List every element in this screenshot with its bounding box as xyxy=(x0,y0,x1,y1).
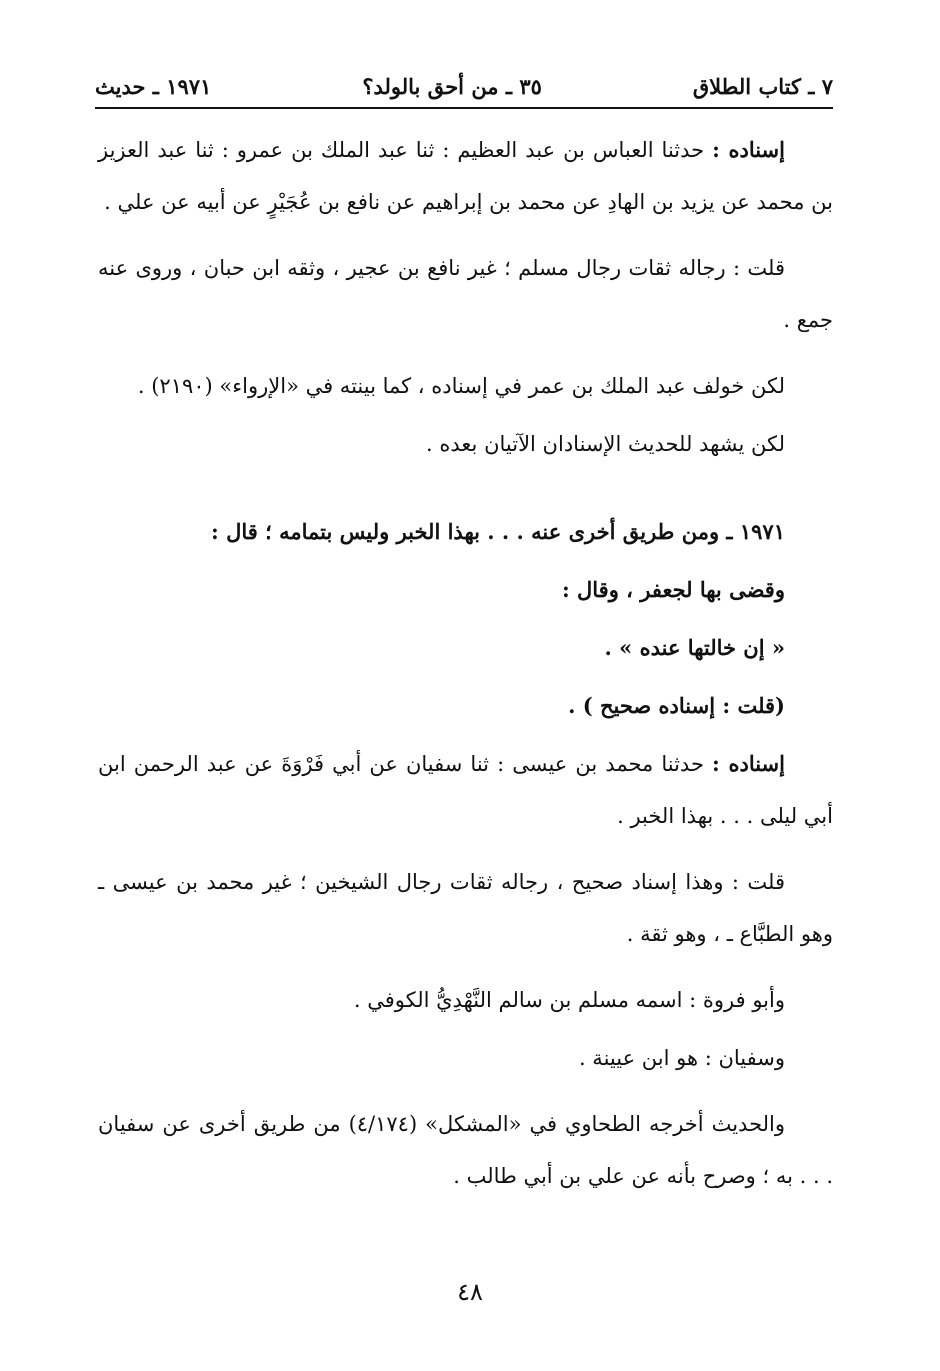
paragraph xyxy=(98,360,833,412)
page-body xyxy=(98,124,833,1216)
paragraph-text: لكن خولف عبد الملك بن عمر في إسناده ، كما بينته في «الإرواء» (٢١٩٠) . xyxy=(137,374,785,398)
paragraph xyxy=(98,1098,833,1202)
paragraph-lead: إسناده : xyxy=(712,751,785,776)
header-chapter: ٧ ـ كتاب الطلاق xyxy=(692,73,833,99)
page-number: ٤٨ xyxy=(457,1278,483,1306)
header-hadith-number: ١٩٧١ ـ حديث xyxy=(95,73,212,99)
paragraph xyxy=(98,856,833,960)
paragraph xyxy=(98,242,833,346)
paragraph xyxy=(98,124,833,228)
paragraph-lead: (قلت : إسناده صحيح ) . xyxy=(568,693,785,718)
paragraph-text: قلت : وهذا إسناد صحيح ، رجاله ثقات رجال الشيخين ؛ غير محمد بن عيسى ـ وهو الطبَّاع ـ ، وهو ثقة . xyxy=(98,870,833,946)
hadith-quote xyxy=(98,622,833,674)
paragraph-lead: وقضى بها لجعفر ، وقال : xyxy=(561,577,785,602)
header-rule xyxy=(95,107,833,109)
paragraph xyxy=(98,1032,833,1084)
paragraph xyxy=(98,738,833,842)
hadith-grading xyxy=(98,680,833,732)
paragraph-lead: ١٩٧١ ـ ومن طريق أخرى عنه . . . بهذا الخبر وليس بتمامه ؛ قال : xyxy=(211,519,785,544)
hadith-heading xyxy=(98,506,833,558)
paragraph-text: لكن يشهد للحديث الإسنادان الآتيان بعده . xyxy=(426,432,785,456)
paragraph-text: حدثنا العباس بن عبد العظيم : ثنا عبد الملك بن عمرو : ثنا عبد العزيز بن محمد عن يزيد بن الهادِ عن محمد بن إبراهيم عن نافع بن عُجَيْرٍ عن أبيه عن علي . xyxy=(98,138,833,214)
header-section: ٣٥ ـ من أحق بالولد؟ xyxy=(362,73,542,99)
paragraph xyxy=(98,974,833,1026)
paragraph-text: والحديث أخرجه الطحاوي في «المشكل» (٤/١٧٤) من طريق أخرى عن سفيان . . . به ؛ وصرح بأنه عن علي بن أبي طالب . xyxy=(98,1112,833,1188)
paragraph-text: حدثنا محمد بن عيسى : ثنا سفيان عن أبي فَرْوَةَ عن عبد الرحمن ابن أبي ليلى . . . بهذا الخبر . xyxy=(98,752,833,828)
paragraph-text: وأبو فروة : اسمه مسلم بن سالم النَّهْدِيُّ الكوفي . xyxy=(353,988,785,1012)
running-header xyxy=(95,68,833,104)
paragraph-lead: إسناده : xyxy=(712,137,785,162)
paragraph-text: قلت : رجاله ثقات رجال مسلم ؛ غير نافع بن عجير ، وثقه ابن حبان ، وروى عنه جمع . xyxy=(98,256,833,332)
hadith-text xyxy=(98,564,833,616)
paragraph-text: وسفيان : هو ابن عيينة . xyxy=(578,1046,785,1070)
paragraph-lead: « إن خالتها عنده » . xyxy=(604,635,785,660)
paragraph xyxy=(98,418,833,470)
